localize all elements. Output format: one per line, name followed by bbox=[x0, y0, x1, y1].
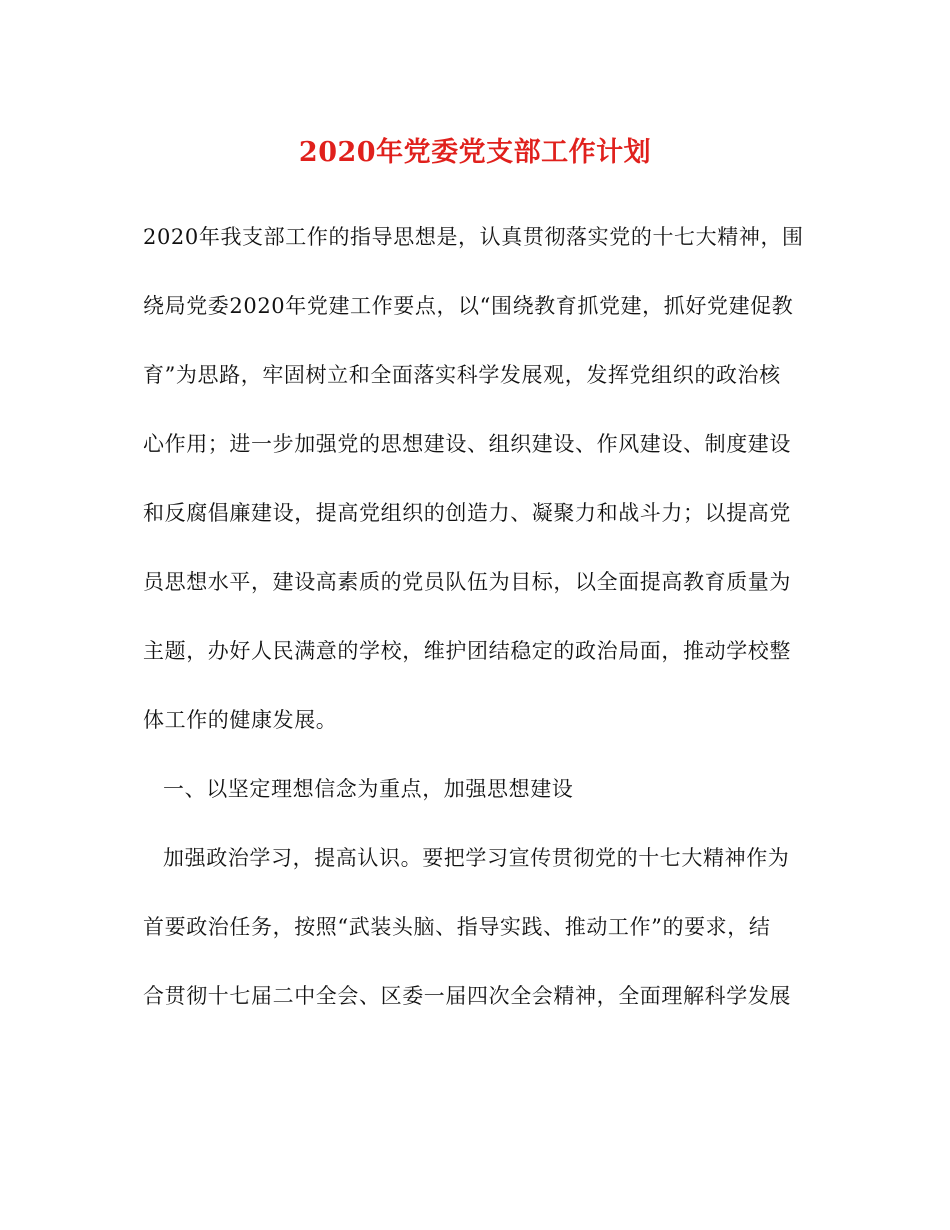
paragraph-line: 首要政治任务，按照“武装头脑、指导实践、推动工作”的要求，结 bbox=[143, 915, 771, 939]
paragraph-line: 育”为思路，牢固树立和全面落实科学发展观，发挥党组织的政治核 bbox=[143, 363, 781, 387]
page-title: 2020年党委党支部工作计划 bbox=[298, 137, 652, 168]
paragraph-line: 主题，办好人民满意的学校，维护团结稳定的政治局面，推动学校整 bbox=[143, 639, 791, 663]
paragraph-line: 2020年我支部工作的指导思想是，认真贯彻落实党的十七大精神，围 bbox=[143, 225, 804, 249]
section-heading: 一、以坚定理想信念为重点，加强思想建设 bbox=[163, 777, 574, 801]
paragraph-line: 心作用；进一步加强党的思想建设、组织建设、作风建设、制度建设 bbox=[143, 432, 791, 456]
paragraph-line: 加强政治学习，提高认识。要把学习宣传贯彻党的十七大精神作为 bbox=[163, 846, 790, 870]
paragraph-line: 体工作的健康发展。 bbox=[143, 708, 338, 732]
paragraph-line: 和反腐倡廉建设，提高党组织的创造力、凝聚力和战斗力；以提高党 bbox=[143, 501, 791, 525]
paragraph-line: 员思想水平，建设高素质的党员队伍为目标，以全面提高教育质量为 bbox=[143, 570, 791, 594]
paragraph-line: 绕局党委2020年党建工作要点，以“围绕教育抓党建，抓好党建促教 bbox=[143, 294, 794, 318]
paragraph-line: 合贯彻十七届二中全会、区委一届四次全会精神，全面理解科学发展 bbox=[143, 984, 791, 1008]
